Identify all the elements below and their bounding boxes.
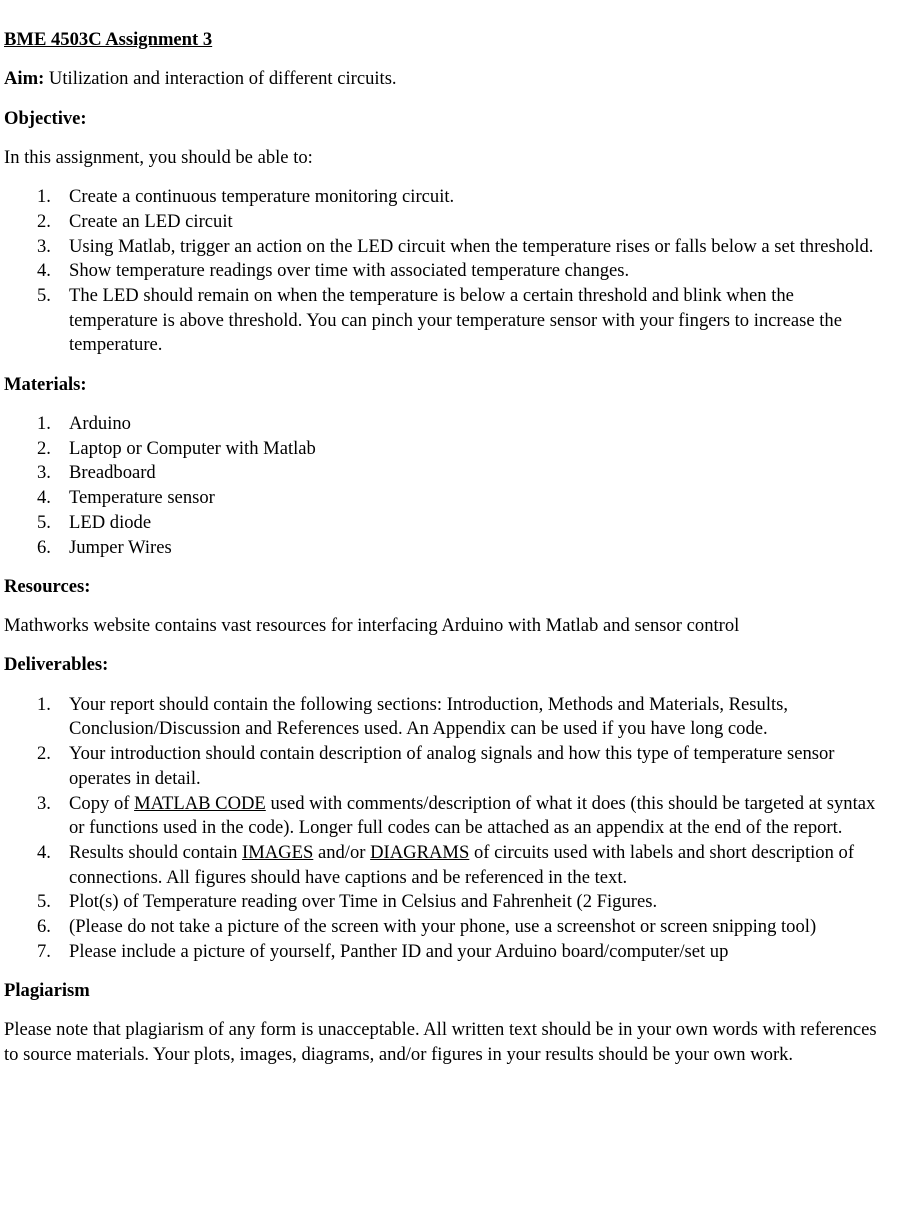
list-item: 4. Results should contain IMAGES and/or DIAGRAMS of circuits used with labels and short description of connections. All figures should have captions and be referenced in the text. [37,841,855,888]
list-item: 6. Jumper Wires [37,536,172,558]
diagrams-emphasis: DIAGRAMS [370,841,470,863]
list-item: 2. Laptop or Computer with Matlab [37,437,316,459]
images-emphasis: IMAGES [242,841,314,863]
list-item: 1. Your report should contain the following sections: Introduction, Methods and Materials, Results, Conclusion/Discussion and References used. An Appendix can be used if you have long code. [37,693,789,740]
list-item: 7. Please include a picture of yourself, Panther ID and your Arduino board/computer/set up [37,940,729,962]
list-item: 4. Show temperature readings over time with associated temperature changes. [37,260,630,282]
list-item: 5. The LED should remain on when the temperature is below a certain threshold and blink when the temperature is above threshold. You can pinch your temperature sensor with your fingers to increase the temperature. [37,284,842,356]
list-item: 2. Create an LED circuit [37,210,233,232]
objective-intro: In this assignment, you should be able to: [4,146,313,168]
list-item: 4. Temperature sensor [37,487,215,509]
document-title: BME 4503C Assignment 3 [4,29,213,50]
assignment-document [4,28,884,1068]
deliverables-heading: Deliverables: [4,654,109,676]
list-item: 1. Arduino [37,412,131,434]
list-item: 5. LED diode [37,511,152,533]
plagiarism-text: Please note that plagiarism of any form is unacceptable. All written text should be in your own words with references to source materials. Your plots, images, diagrams, and/or figures in your results should be your own work. [4,1019,877,1066]
list-item: 3. Breadboard [37,462,156,484]
list-item: 1. Create a continuous temperature monitoring circuit. [37,186,455,208]
objective-heading: Objective: [4,107,87,129]
aim-text: Utilization and interaction of different circuits. [44,68,397,90]
matlab-code-emphasis: MATLAB CODE [134,792,266,814]
plagiarism-heading: Plagiarism [4,980,90,1002]
list-item: 6. (Please do not take a picture of the screen with your phone, use a screenshot or screen snipping tool) [37,916,817,938]
resources-text: Mathworks website contains vast resources for interfacing Arduino with Matlab and sensor control [4,615,740,637]
aim-label: Aim: [4,68,45,90]
list-item: 3. Using Matlab, trigger an action on the LED circuit when the temperature rises or falls below a set threshold. [37,235,874,257]
objective-list [4,185,884,358]
materials-list [4,412,884,560]
resources-heading: Resources: [4,575,91,597]
deliverables-list [4,693,884,965]
materials-heading: Materials: [4,373,87,395]
list-item: 2. Your introduction should contain description of analog signals and how this type of temperature sensor operates in detail. [37,743,835,789]
aim-line [4,67,884,92]
list-item: 5. Plot(s) of Temperature reading over Time in Celsius and Fahrenheit (2 Figures. [37,891,658,913]
list-item: 3. Copy of MATLAB CODE used with comments/description of what it does (this should be targeted at syntax or functions used in the code). Longer full codes can be attached as an appendix at the end of the report. [37,792,876,839]
